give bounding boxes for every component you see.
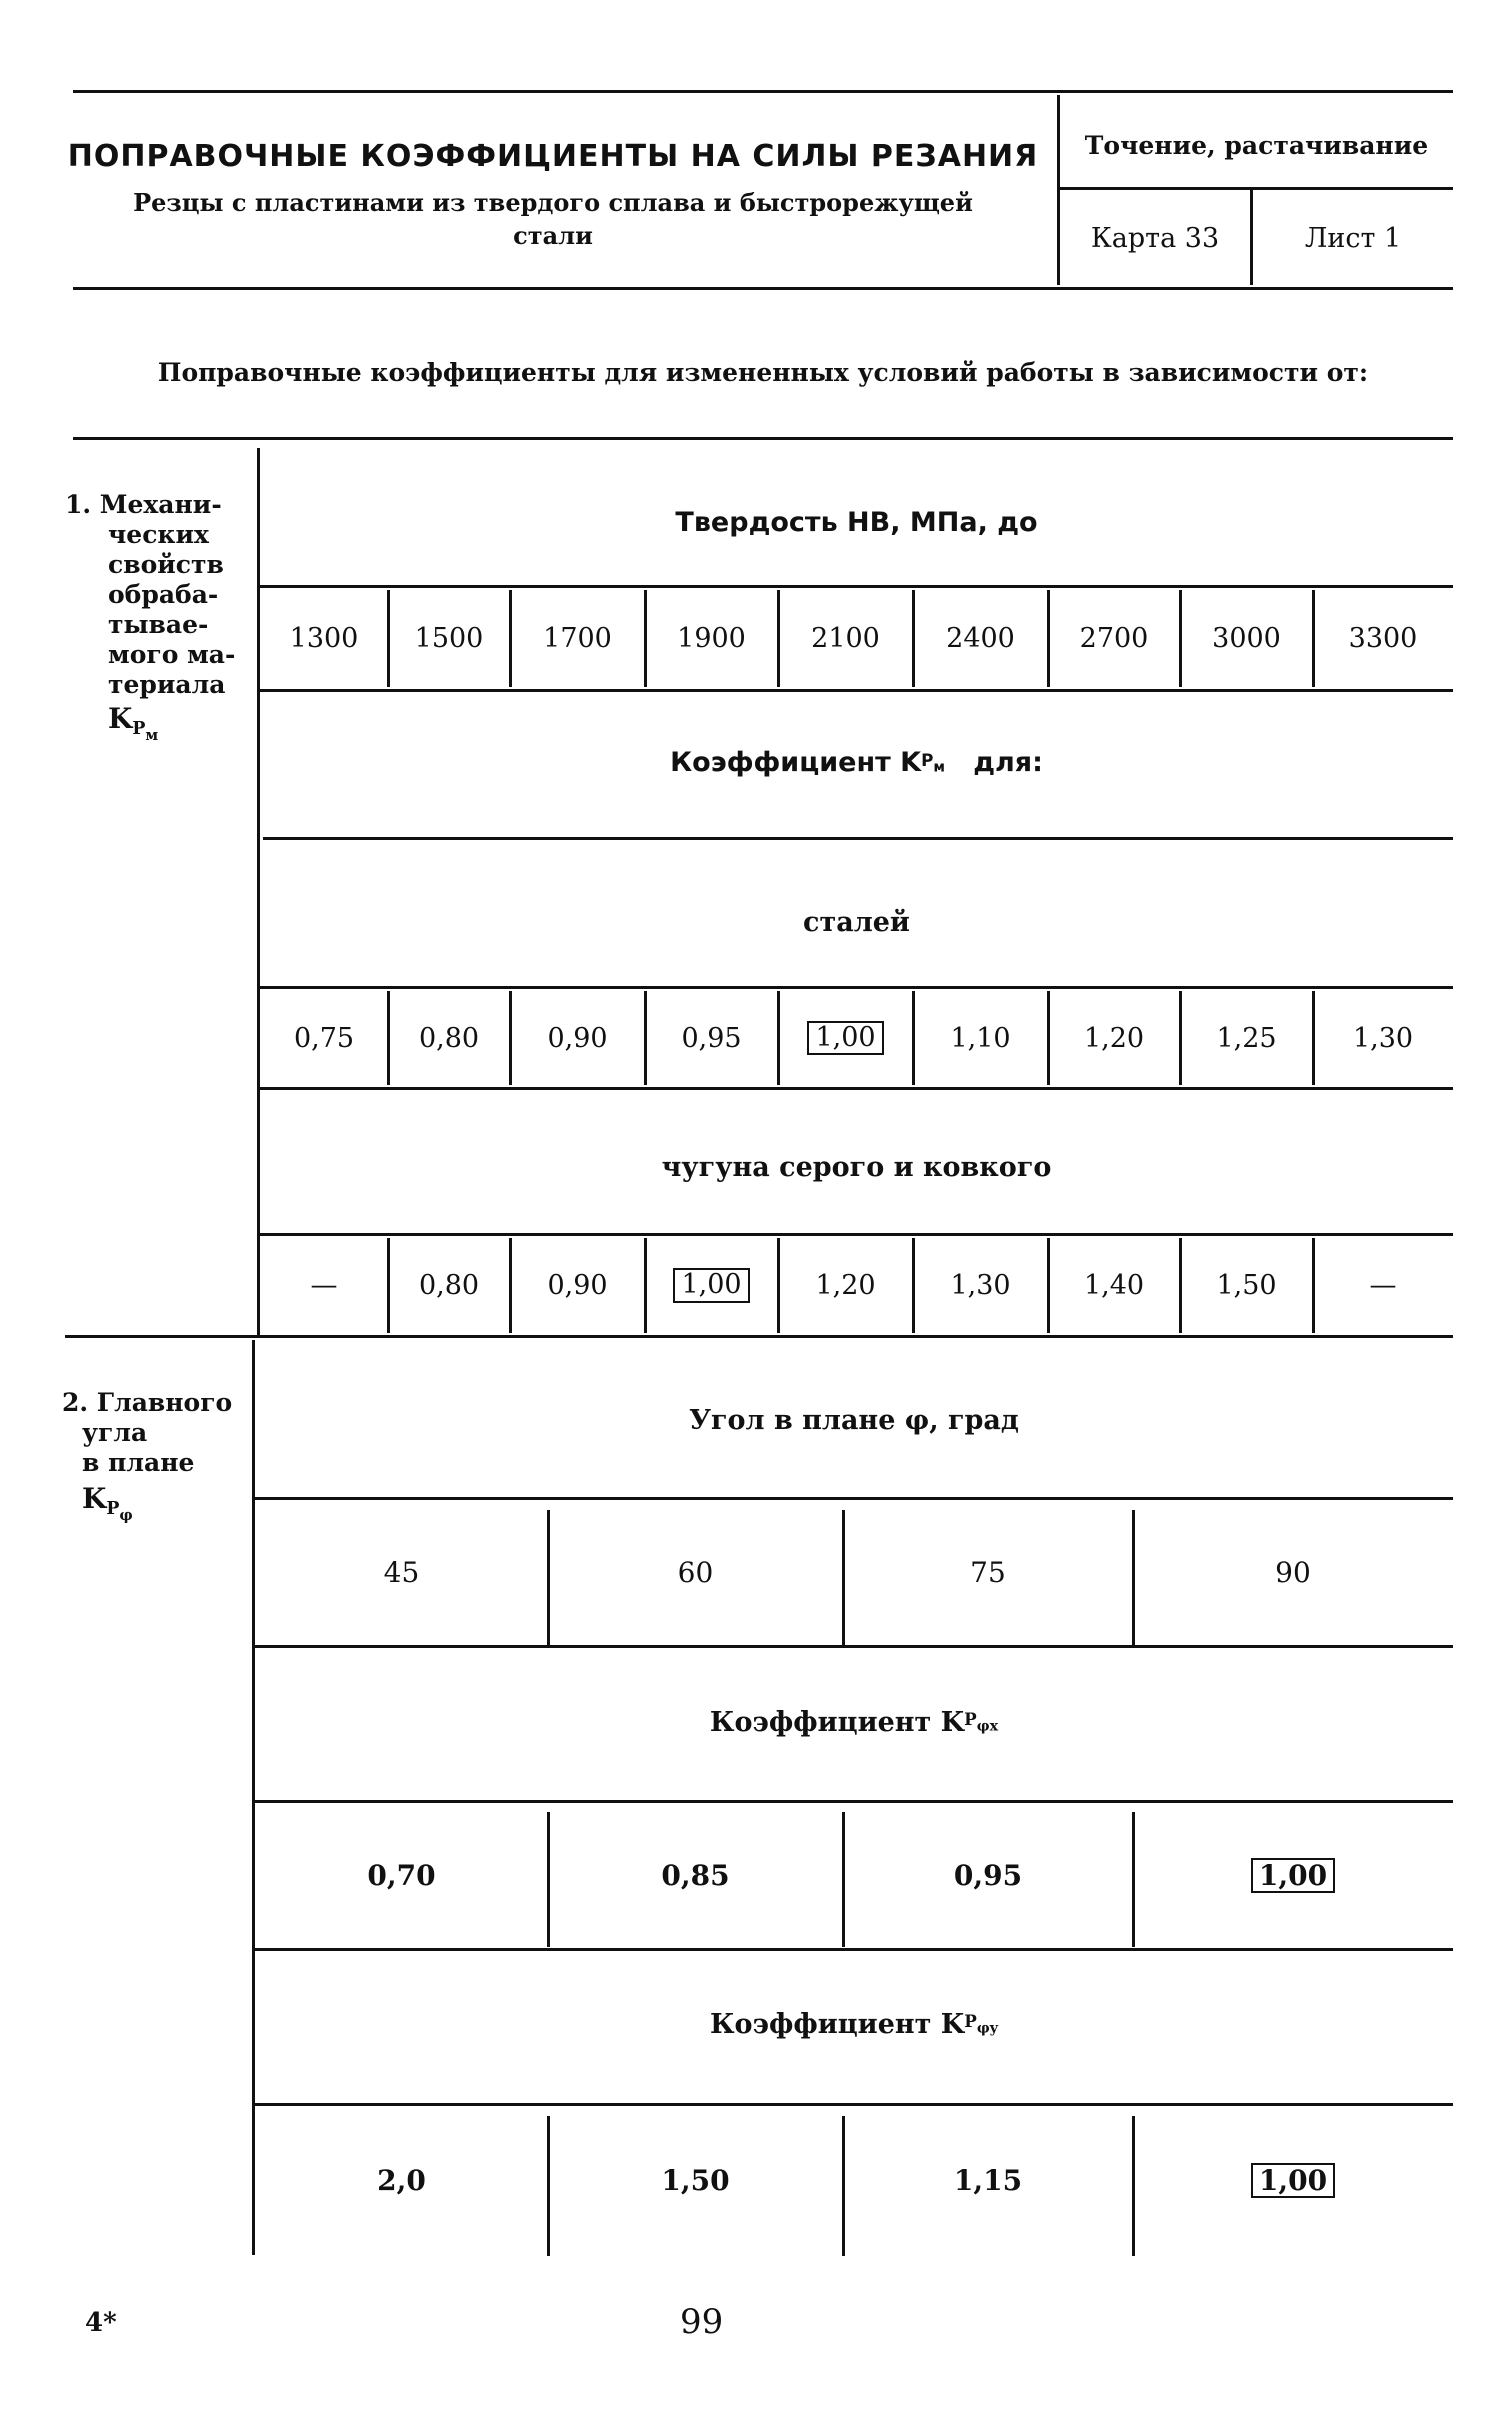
hardness-cell <box>260 588 388 689</box>
iron-coef-cell <box>510 1236 645 1335</box>
hardness-cell <box>645 588 778 689</box>
operation-label: Точение, растачивание <box>1084 130 1429 160</box>
rule <box>260 1087 1453 1090</box>
rule <box>255 1948 1453 1951</box>
angle-value: 75 <box>970 1556 1006 1589</box>
steel-coef-cell <box>510 989 645 1087</box>
coef-kfy-header-text: Коэффициент K <box>710 2008 965 2040</box>
steel-coef-value: 1,20 <box>1083 1022 1145 1054</box>
coef-km-header-subsub: м <box>933 759 945 776</box>
coef-kfy-cell <box>843 2106 1133 2255</box>
hardness-cell <box>388 588 510 689</box>
iron-coef-cell <box>388 1236 510 1335</box>
hardness-value: 1300 <box>289 623 359 654</box>
iron-coef-cell <box>778 1236 913 1335</box>
iron-label: чугуна серого и ковкого <box>661 1152 1052 1183</box>
header-top-rule <box>73 90 1453 93</box>
cell-divider <box>1047 1238 1050 1333</box>
steel-coef-cell <box>913 989 1048 1087</box>
cell-divider <box>1179 590 1182 687</box>
steel-coef-value: 1,25 <box>1216 1022 1277 1054</box>
coef-kfx-value: 1,00 <box>1251 1858 1335 1893</box>
iron-coef-cell <box>1180 1236 1313 1335</box>
coef-kfy-value: 1,00 <box>1251 2163 1335 2198</box>
coef-kfy-value: 1,50 <box>661 2164 730 2197</box>
hardness-value: 1700 <box>543 623 612 654</box>
iron-coef-value: 0,90 <box>547 1270 608 1301</box>
section2-label-line: 2. Главного <box>62 1388 233 1417</box>
coef-kfx-header-subsub: φx <box>976 1718 999 1735</box>
section1-symbol-subsub: м <box>145 726 159 744</box>
angle-cell <box>1133 1500 1453 1645</box>
section1-label-line: 1. Механи- <box>65 490 222 519</box>
iron-coef-value: 1,50 <box>1216 1270 1277 1301</box>
cell-divider <box>912 1238 915 1333</box>
table-top-rule <box>73 437 1453 440</box>
steel-coef-cell <box>1048 989 1180 1087</box>
section-divider-rule <box>65 1335 1453 1338</box>
section2-label-line: угла <box>82 1418 148 1447</box>
steel-coef-cell <box>388 989 510 1087</box>
iron-coef-value: — <box>1369 1270 1397 1301</box>
angle-cell <box>843 1500 1133 1645</box>
coef-kfy-value: 1,15 <box>953 2164 1023 2197</box>
cell-divider <box>509 1238 512 1333</box>
coef-kfx-header-text: Коэффициент K <box>709 1706 965 1738</box>
steel-coef-value: 1,10 <box>950 1022 1011 1054</box>
iron-coef-cell <box>645 1236 778 1335</box>
steel-coef-value: 1,00 <box>807 1021 883 1055</box>
header-bottom-rule <box>73 287 1453 290</box>
iron-coef-value: 1,40 <box>1083 1270 1145 1301</box>
hardness-cell <box>510 588 645 689</box>
iron-coef-value: — <box>310 1270 338 1301</box>
cell-divider <box>547 2116 550 2256</box>
section1-label-line: ческих <box>108 520 209 549</box>
section2-symbol-subsub: φ <box>119 1506 133 1524</box>
cell-divider <box>644 991 647 1085</box>
cell-divider <box>509 991 512 1085</box>
cell-divider <box>547 1510 550 1645</box>
cell-divider <box>777 1238 780 1333</box>
section2-symbol <box>82 1482 133 1528</box>
coef-kfx-cell <box>843 1803 1133 1948</box>
cell-divider <box>1132 1812 1135 1947</box>
coef-kfx-header-sub: P <box>964 1709 977 1730</box>
coef-km-header-text: Коэффициент K <box>670 747 922 778</box>
iron-coef-value: 0,80 <box>418 1270 480 1301</box>
angle-header: Угол в плане φ, град <box>689 1404 1019 1436</box>
section1-left-rule <box>257 448 260 1336</box>
hardness-value: 1900 <box>677 623 746 654</box>
card-number: Карта 33 <box>1090 222 1220 254</box>
cell-divider <box>547 1812 550 1947</box>
coef-kfy-cell <box>1133 2106 1453 2255</box>
iron-coef-value: 1,30 <box>950 1270 1011 1301</box>
coef-kfy-cell <box>548 2106 843 2255</box>
cell-divider <box>1179 1238 1182 1333</box>
rule <box>263 837 1453 840</box>
sheet-number: Лист 1 <box>1304 222 1402 254</box>
cell-divider <box>842 1812 845 1947</box>
coef-kfx-value: 0,70 <box>367 1859 436 1892</box>
intro-text: Поправочные коэффициенты для измененных условий работы в зависимости от: <box>157 357 1369 387</box>
section1-label-line: свойств <box>108 550 224 579</box>
section2-symbol-k: K <box>82 1482 107 1515</box>
iron-coef-value: 1,20 <box>815 1270 876 1301</box>
section1-label-line: тывае- <box>108 610 209 639</box>
header-right-mid-rule <box>1059 187 1453 190</box>
cell-divider <box>777 590 780 687</box>
hardness-value: 3300 <box>1348 623 1418 654</box>
cell-divider <box>1312 1238 1315 1333</box>
steel-coef-cell <box>778 989 913 1087</box>
hardness-cell <box>778 588 913 689</box>
cell-divider <box>1312 991 1315 1085</box>
coef-kfy-header <box>255 1994 1453 2054</box>
cell-divider <box>912 590 915 687</box>
coef-kfx-header <box>255 1692 1453 1752</box>
page-number: 99 <box>680 2302 724 2342</box>
steel-coef-cell <box>1313 989 1453 1087</box>
steel-coef-value: 0,80 <box>418 1022 480 1054</box>
section2-label-line: в плане <box>82 1448 195 1477</box>
angle-value: 90 <box>1275 1556 1311 1589</box>
angle-value: 45 <box>383 1556 420 1589</box>
coef-kfy-header-sub: P <box>964 2011 977 2032</box>
cell-divider <box>842 2116 845 2256</box>
hardness-cell <box>913 588 1048 689</box>
cell-divider <box>1047 991 1050 1085</box>
hardness-cell <box>1048 588 1180 689</box>
coef-km-header-suffix: для: <box>973 747 1043 778</box>
hardness-cell <box>1180 588 1313 689</box>
section1-label-line: териала <box>108 670 226 699</box>
coef-kfx-value: 0,95 <box>953 1859 1023 1892</box>
coef-kfy-value: 2,0 <box>377 2164 426 2197</box>
coef-kfx-cell <box>255 1803 548 1948</box>
rule <box>255 1645 1453 1648</box>
cell-divider <box>1132 2116 1135 2256</box>
coef-km-header <box>260 735 1453 790</box>
hardness-value: 3000 <box>1212 623 1281 654</box>
hardness-value: 2100 <box>811 623 880 654</box>
rule <box>260 689 1453 692</box>
section1-symbol-sub: P <box>132 719 146 740</box>
iron-coef-cell <box>913 1236 1048 1335</box>
cell-divider <box>777 991 780 1085</box>
hardness-value: 1500 <box>414 623 484 654</box>
steel-coef-cell <box>1180 989 1313 1087</box>
angle-cell <box>548 1500 843 1645</box>
iron-coef-cell <box>260 1236 388 1335</box>
cell-divider <box>1047 590 1050 687</box>
coef-km-header-sub: P <box>921 749 934 770</box>
cell-divider <box>387 1238 390 1333</box>
section1-label-line: мого ма- <box>108 640 236 669</box>
coef-kfy-cell <box>255 2106 548 2255</box>
section1-symbol-k: K <box>108 702 133 735</box>
steel-coef-cell <box>645 989 778 1087</box>
steel-coef-value: 0,95 <box>681 1022 742 1054</box>
coef-kfx-cell <box>548 1803 843 1948</box>
section2-symbol-sub: P <box>106 1499 120 1520</box>
page-title: ПОПРАВОЧНЫЕ КОЭФФИЦИЕНТЫ НА СИЛЫ РЕЗАНИЯ <box>67 138 1039 174</box>
coef-kfx-value: 0,85 <box>661 1859 730 1892</box>
hardness-header: Твердость НВ, МПа, до <box>675 506 1038 538</box>
cell-divider <box>644 1238 647 1333</box>
steel-coef-value: 0,90 <box>547 1022 608 1054</box>
footer-left-mark: 4* <box>85 2308 117 2338</box>
cell-divider <box>1179 991 1182 1085</box>
coef-kfy-header-subsub: φy <box>976 2020 998 2037</box>
cell-divider <box>1312 590 1315 687</box>
iron-coef-cell <box>1048 1236 1180 1335</box>
hardness-cell <box>1313 588 1453 689</box>
steel-coef-cell <box>260 989 388 1087</box>
page-subtitle-line2: стали <box>513 220 593 250</box>
cell-divider <box>509 590 512 687</box>
hardness-value: 2700 <box>1079 623 1149 654</box>
steels-label: сталей <box>803 907 910 938</box>
steel-coef-value: 0,75 <box>293 1022 355 1054</box>
cell-divider <box>912 991 915 1085</box>
cell-divider <box>387 991 390 1085</box>
angle-cell <box>255 1500 548 1645</box>
page-subtitle-line1: Резцы с пластинами из твердого сплава и быстрорежущей <box>133 187 973 217</box>
steel-coef-value: 1,30 <box>1352 1022 1414 1054</box>
coef-kfx-cell <box>1133 1803 1453 1948</box>
angle-value: 60 <box>677 1556 714 1589</box>
iron-coef-cell <box>1313 1236 1453 1335</box>
iron-coef-value: 1,00 <box>673 1268 749 1302</box>
hardness-value: 2400 <box>946 623 1015 654</box>
cell-divider <box>1132 1510 1135 1645</box>
section1-label-line: обраба- <box>108 580 219 609</box>
cell-divider <box>842 1510 845 1645</box>
section1-symbol <box>108 702 159 748</box>
cell-divider <box>387 590 390 687</box>
cell-divider <box>644 590 647 687</box>
